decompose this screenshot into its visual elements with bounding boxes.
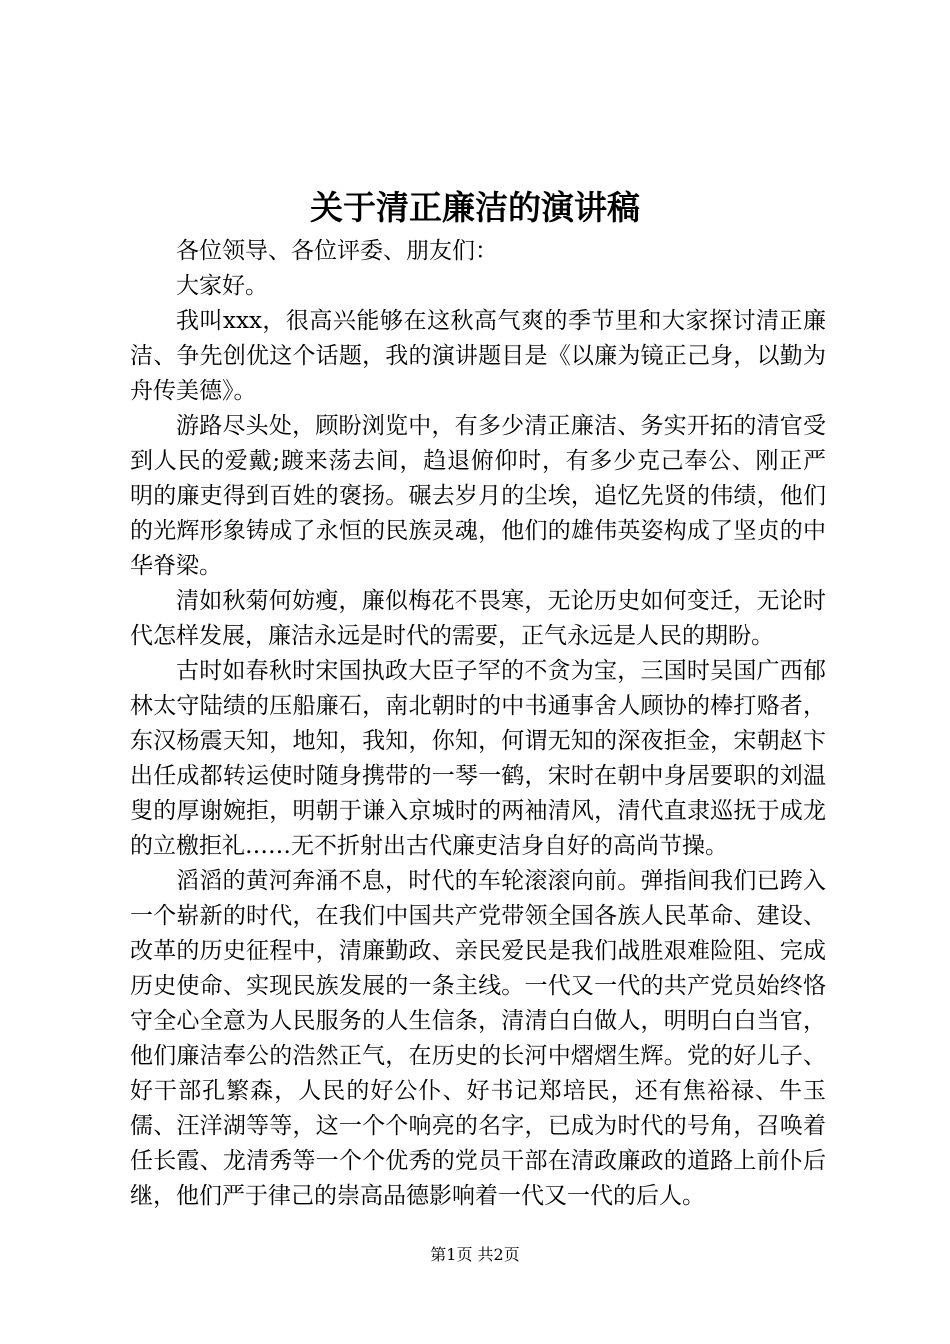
paragraph-integrity-need: 清如秋菊何妨瘦，廉似梅花不畏寒，无论历史如何变迁，无论时代怎样发展，廉洁永远是时代的需要，正气永远是人民的期盼。 bbox=[130, 588, 826, 649]
paragraph-introduction: 我叫xxx，很高兴能够在这秋高气爽的季节里和大家探讨清正廉洁、争先创优这个话题，我的演讲题目是《以廉为镜正己身，以勤为舟传美德》。 bbox=[130, 308, 826, 404]
paragraph-upright-officials: 游路尽头处，顾盼浏览中，有多少清正廉洁、务实开拓的清官受到人民的爱戴;踱来荡去间，趋退俯仰时，有多少克己奉公、刚正严明的廉吏得到百姓的褒扬。碾去岁月的尘埃，追忆先贤的伟绩，他们的光辉形象铸成了永恒的民族灵魂，他们的雄伟英姿构成了坚贞的中华脊梁。 bbox=[130, 413, 826, 579]
paragraph-ancient-examples: 古时如春秋时宋国执政大臣子罕的不贪为宝，三国时吴国广西郁林太守陆绩的压船廉石，南北朝时的中书通事舍人顾协的棒打赂者，东汉杨震天知，地知，我知，你知，何谓无知的深夜拒金，宋朝赵卞出任成都转运使时随身携带的一琴一鹤，宋时在朝中身居要职的刘温叟的厚谢婉拒，明朝于谦入京城时的两袖清风，清代直隶巡抚于成龙的立檄拒礼……无不折射出古代廉吏洁身自好的高尚节操。 bbox=[130, 658, 826, 859]
document-title: 关于清正廉洁的演讲稿 bbox=[310, 188, 640, 227]
greeting: 大家好。 bbox=[176, 273, 268, 299]
document-body bbox=[130, 234, 826, 1214]
salutation: 各位领导、各位评委、朋友们： bbox=[176, 238, 498, 264]
paragraph-modern-examples: 滔滔的黄河奔涌不息，时代的车轮滚滚向前。弹指间我们已跨入一个崭新的时代，在我们中国共产党带领全国各族人民革命、建设、改革的历史征程中，清廉勤政、亲民爱民是我们战胜艰难险阻、完成历史使命、实现民族发展的一条主线。一代又一代的共产党员始终恪守全心全意为人民服务的人生信条，清清白白做人，明明白白当官，他们廉洁奉公的浩然正气，在历史的长河中熠熠生辉。党的好儿子、好干部孔繁森，人民的好公仆、好书记郑培民，还有焦裕禄、牛玉儒、汪洋湖等等，这一个个响亮的名字，已成为时代的号角，召唤着任长霞、龙清秀等一个个优秀的党员干部在清政廉政的道路上前仆后继，他们严于律己的崇高品德影响着一代又一代的后人。 bbox=[130, 868, 826, 1209]
page-footer: 第1页 共2页 bbox=[430, 1245, 520, 1264]
